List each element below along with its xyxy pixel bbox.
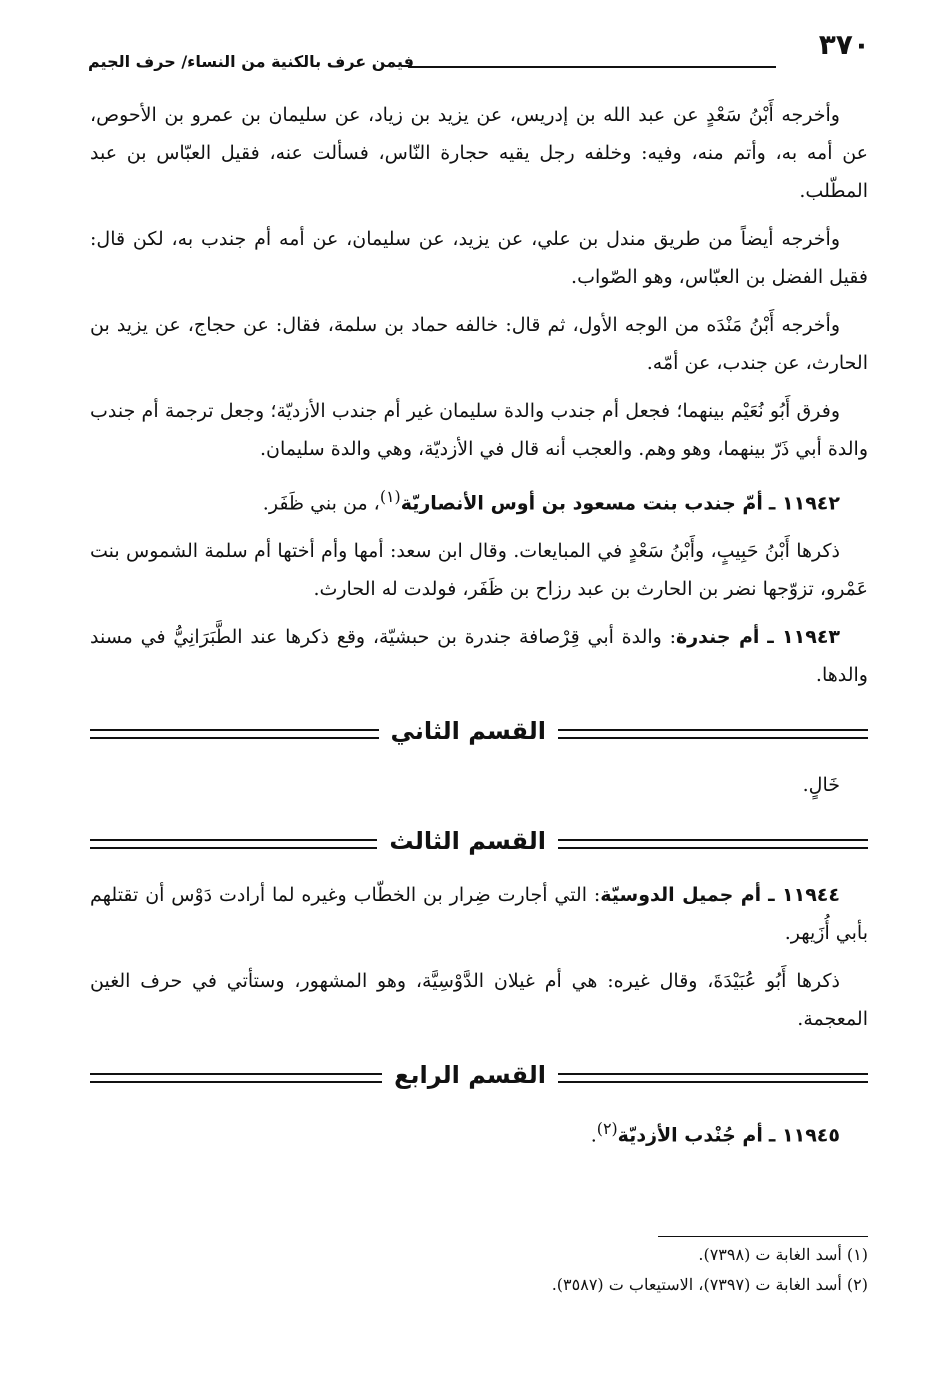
footnote-ref: (٢) bbox=[596, 1119, 618, 1139]
section-heading: القسم الثاني bbox=[379, 708, 558, 754]
paragraph: وأخرجه أَبْنُ سَعْدٍ عن عبد الله بن إدريس، عن يزيد بن زياد، عن سليمان بن عمرو بن الأحوص، عن أمه به، وأتم منه، وفيه: وخلفه رجل يقيه حجارة النّاس، فسألت عنه، فقيل العبّاس بن عبد المطّلب. bbox=[90, 104, 868, 202]
paragraph: وفرق أَبُو نُعَيْم بينهما؛ فجعل أم جندب والدة سليمان غير أم جندب الأزديّة؛ وجعل ترجمة أم جندب والدة أبي ذَرّ بينهما، وهو وهم. والعجب أنه قال في الأزديّة، وهي والدة سليمان. bbox=[90, 400, 868, 460]
entry-1944-text: ذكرها أَبُو عُبَيْدَةَ، وقال غيره: هي أم غيلان الدَّوْسِيَّة، وهو المشهور، وستأتي في حرف الغين المعجمة. bbox=[90, 970, 868, 1031]
section-2-text: خَالٍ. bbox=[802, 774, 840, 797]
header-title: فيمن عرف بالكنية من النساء/ حرف الجيم bbox=[88, 52, 414, 71]
entry-rest: . bbox=[590, 1124, 597, 1147]
entry-name: أمّ جندب بنت مسعود بن أوس الأنصاريّة bbox=[400, 492, 763, 515]
entry-rest: ، من بني ظَفَر. bbox=[262, 492, 380, 515]
section-heading: القسم الرابع bbox=[382, 1052, 558, 1098]
entry-rest: : التي أجارت ضِرار بن الخطّاب وغيره لما أرادت دَوْس أن تقتلهم بأبي أُزَيهر. bbox=[90, 884, 868, 945]
header-rule bbox=[408, 66, 776, 68]
footnote: (١) أسد الغابة ت (٧٣٩٨). bbox=[698, 1245, 868, 1264]
running-header bbox=[88, 26, 870, 78]
footnotes bbox=[90, 1240, 868, 1300]
footnote: (٢) أسد الغابة ت (٧٣٩٧)، الاستيعاب ت (٣٥٨٧). bbox=[551, 1275, 868, 1294]
section-divider-4 bbox=[90, 1052, 868, 1098]
entry-name: أم جميل الدوسيّة bbox=[600, 884, 762, 907]
entry-number: ١١٩٤٤ ـ bbox=[768, 884, 840, 907]
entry-name: أم جُنْدب الأزديّة bbox=[617, 1124, 763, 1147]
section-heading: القسم الثالث bbox=[377, 818, 558, 864]
footnote-rule bbox=[658, 1236, 868, 1237]
entry-1942-title bbox=[90, 478, 868, 522]
main-text bbox=[90, 96, 868, 1165]
entry-name: أم جندرة bbox=[676, 626, 760, 649]
paragraph: وأخرجه أيضاً من طريق مندل بن علي، عن يزيد، عن سليمان، عن أمه أم جندب به، لكن قال: فقيل الفضل بن العبّاس، وهو الصّواب. bbox=[90, 228, 868, 288]
entry-1944-title bbox=[90, 876, 868, 952]
entry-1945 bbox=[90, 1110, 868, 1154]
entry-number: ١١٩٤٣ ـ bbox=[767, 626, 841, 649]
section-divider-3 bbox=[90, 818, 868, 864]
entry-number: ١١٩٤٥ ـ bbox=[768, 1124, 840, 1147]
paragraph: وأخرجه أَبْنُ مَنْدَه من الوجه الأول، ثم قال: خالفه حماد بن سلمة، فقال: عن حجاج، عن يزيد بن الحارث، عن جندب، عن أمّه. bbox=[90, 314, 868, 374]
section-divider-2 bbox=[90, 708, 868, 754]
footnote-ref: (١) bbox=[379, 487, 401, 506]
entry-1943 bbox=[90, 618, 868, 694]
entry-1942-text: ذكرها أَبْنُ حَبِيبٍ، وأَبْنُ سَعْدٍ في المبايعات. وقال ابن سعد: أمها وأم أختها أم سلمة الشموس بنت عَمْرو، تزوّجها نضر بن الحارث بن عبد رزاح بن ظَفَر، فولدت له الحارث. bbox=[90, 540, 868, 601]
entry-number: ١١٩٤٢ ـ bbox=[768, 492, 840, 515]
page-number: ٣٧٠ bbox=[818, 28, 870, 61]
entry-rest: : والدة أبي قِرْصافة جندرة بن حبشيّة، وقع ذكرها عند الطَّبَرَانِيُّ في مسند والدها. bbox=[90, 626, 868, 687]
